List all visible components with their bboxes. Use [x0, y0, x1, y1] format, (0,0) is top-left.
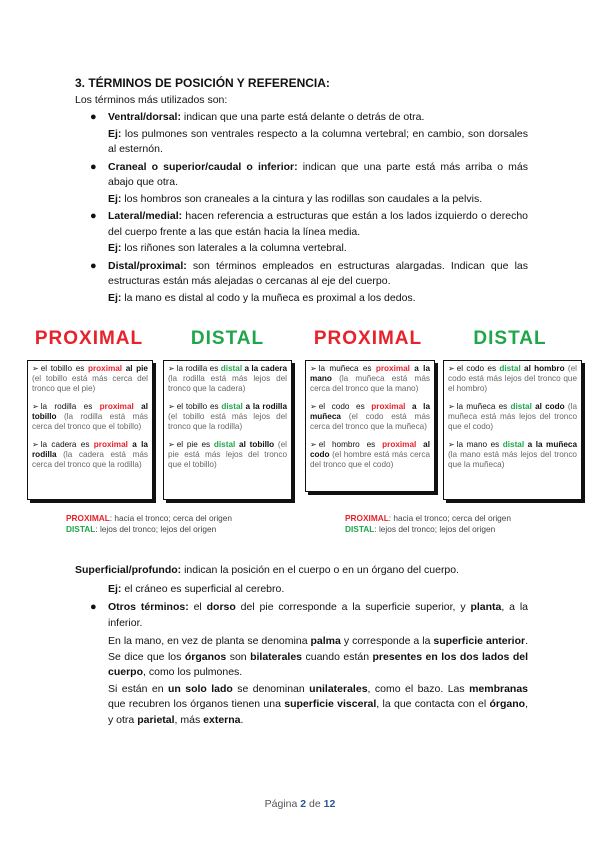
term-text: indican que una parte está delante o detrás de otra.: [180, 111, 425, 123]
list-item: [90, 110, 528, 158]
legend-right: PROXIMAL: hacia el tronco; cerca del origen DISTAL: lejos del tronco; lejos del origen: [345, 513, 512, 534]
term-text: hacen referencia a estructuras que están a los lados izquierdo o derecho del cuerpo frente a las que están hacia la línea media.: [108, 210, 528, 238]
list-item: ➢ la muñeca es proximal a la mano (la muñeca está más cerca del tronco que la mano): [310, 364, 430, 393]
proximal-arm-box: [305, 360, 435, 492]
list-item: ➢ el pie es distal al tobillo (el pie está más lejos del tronco que el tobillo): [168, 440, 287, 469]
distal-leg-box: [163, 360, 292, 500]
lower-section: [75, 563, 528, 728]
proximal-leg-box: [27, 360, 153, 500]
list-item: [90, 259, 528, 307]
arrow-icon: ➢: [448, 364, 455, 373]
list-item: [90, 209, 528, 257]
term-label: Craneal o superior/caudal o inferior:: [108, 160, 298, 173]
list-item: ➢ la rodilla es distal a la cadera (la rodilla está más lejos del tronco que la cadera): [168, 364, 287, 393]
bullet-icon: ●: [90, 601, 97, 613]
arrow-icon: ➢: [448, 402, 455, 411]
diagram-title-distal: DISTAL: [190, 328, 265, 349]
diagram-title-proximal: PROXIMAL: [313, 328, 423, 349]
list-item: ➢ la muñeca es distal al codo (la muñeca está más lejos del tronco que el codo): [448, 402, 577, 431]
arrow-icon: ➢: [32, 364, 39, 373]
superficial-paragraph: Superficial/profundo: indican la posición en el cuerpo o en un órgano del cuerpo.: [75, 564, 460, 576]
bullet-icon: ●: [90, 259, 97, 272]
intro-text: Los términos más utilizados son:: [75, 94, 228, 106]
bullet-icon: ●: [90, 160, 97, 173]
example-label: Ej:: [108, 127, 122, 140]
list-item: ➢ la rodilla es proximal al tobillo (la rodilla está más cerca del tronco que el tobillo): [32, 402, 148, 431]
term-label: Ventral/dorsal:: [108, 111, 181, 123]
example-label: Ej:: [108, 291, 122, 304]
bullet-icon: ●: [90, 111, 97, 123]
list-item: ➢ el tobillo es proximal al pie (el tobillo está más cerca del tronco que el pie): [32, 364, 148, 393]
example-text: los riñones son laterales a la columna vertebral.: [121, 242, 347, 254]
list-item: ➢ el codo es distal al hombro (el codo está más lejos del tronco que el hombro): [448, 364, 577, 393]
distal-arm-box: [443, 360, 582, 500]
term-label: Distal/proximal:: [108, 259, 187, 272]
term-label: Lateral/medial:: [108, 210, 183, 222]
example-text: la mano es distal al codo y la muñeca es proximal a los dedos.: [121, 291, 416, 304]
page-footer: Página 2 de 12: [264, 798, 336, 810]
example-text: los pulmones son ventrales respecto a la columna vertebral; en cambio, son dorsales al esternón.: [108, 127, 528, 155]
example-text: los hombros son craneales a la cintura y las rodillas son caudales a la pelvis.: [121, 192, 483, 205]
term-text: son términos empleados en estructuras alargadas. Indican que las estructuras están más alejadas o cercanas al eje del cuerpo.: [108, 259, 528, 287]
list-item: [90, 160, 528, 208]
list-item: ➢ la cadera es proximal a la rodilla (la cadera está más cerca del tronco que la rodilla): [32, 440, 148, 469]
list-item: ➢ el hombro es proximal al codo (el hombre está más cerca del tronco que el codo): [310, 440, 430, 469]
list-item: ➢ la mano es distal a la muñeca (la mano está más lejos del tronco que la muñeca): [448, 440, 578, 469]
arrow-icon: ➢: [310, 440, 317, 449]
arrow-icon: ➢: [32, 440, 39, 449]
terms-list: [90, 110, 528, 308]
arrow-icon: ➢: [32, 402, 39, 411]
list-item: ➢ el codo es proximal a la muñeca (el codo está más cerca del tronco que la muñeca): [310, 402, 430, 431]
section-heading: 3. TÉRMINOS DE POSICIÓN Y REFERENCIA:: [75, 76, 330, 90]
superficial-example: Ej: el cráneo es superficial al cerebro.: [108, 582, 285, 595]
arrow-icon: ➢: [168, 440, 175, 449]
arrow-icon: ➢: [168, 402, 175, 411]
diagram-title-distal: DISTAL: [473, 328, 547, 349]
list-item: ● Otros términos: el dorso del pie corresponde a la superficie superior, y planta, a la inferior. En la mano, en vez de planta se denomina palma y corresponde a la superficie anterior. Se dice que los órganos son bilaterales cuando están presentes en los dos lados del cuerpo, como los pulmones. Si están en un solo lado se denominan unilaterales, como el bazo. Las membranas que recubren los órganos tienen una superficie visceral, la que contacta con el órgano, y otra parietal, más externa.: [90, 601, 529, 726]
arrow-icon: ➢: [310, 364, 317, 373]
bullet-icon: ●: [90, 210, 97, 222]
arrow-icon: ➢: [168, 364, 175, 373]
legend-left: PROXIMAL: hacia el tronco; cerca del origen DISTAL: lejos del tronco; lejos del origen: [66, 513, 233, 534]
example-label: Ej:: [108, 192, 122, 205]
arrow-icon: ➢: [448, 440, 455, 449]
arrow-icon: ➢: [310, 402, 317, 411]
term-text: indican que una parte está más arriba o más abajo que otra.: [108, 160, 529, 188]
example-label: Ej:: [108, 242, 122, 254]
list-item: ➢ el tobillo es distal a la rodilla (el tobillo está más lejos del tronco que la rodilla): [168, 402, 287, 431]
diagram-title-proximal: PROXIMAL: [34, 328, 144, 349]
